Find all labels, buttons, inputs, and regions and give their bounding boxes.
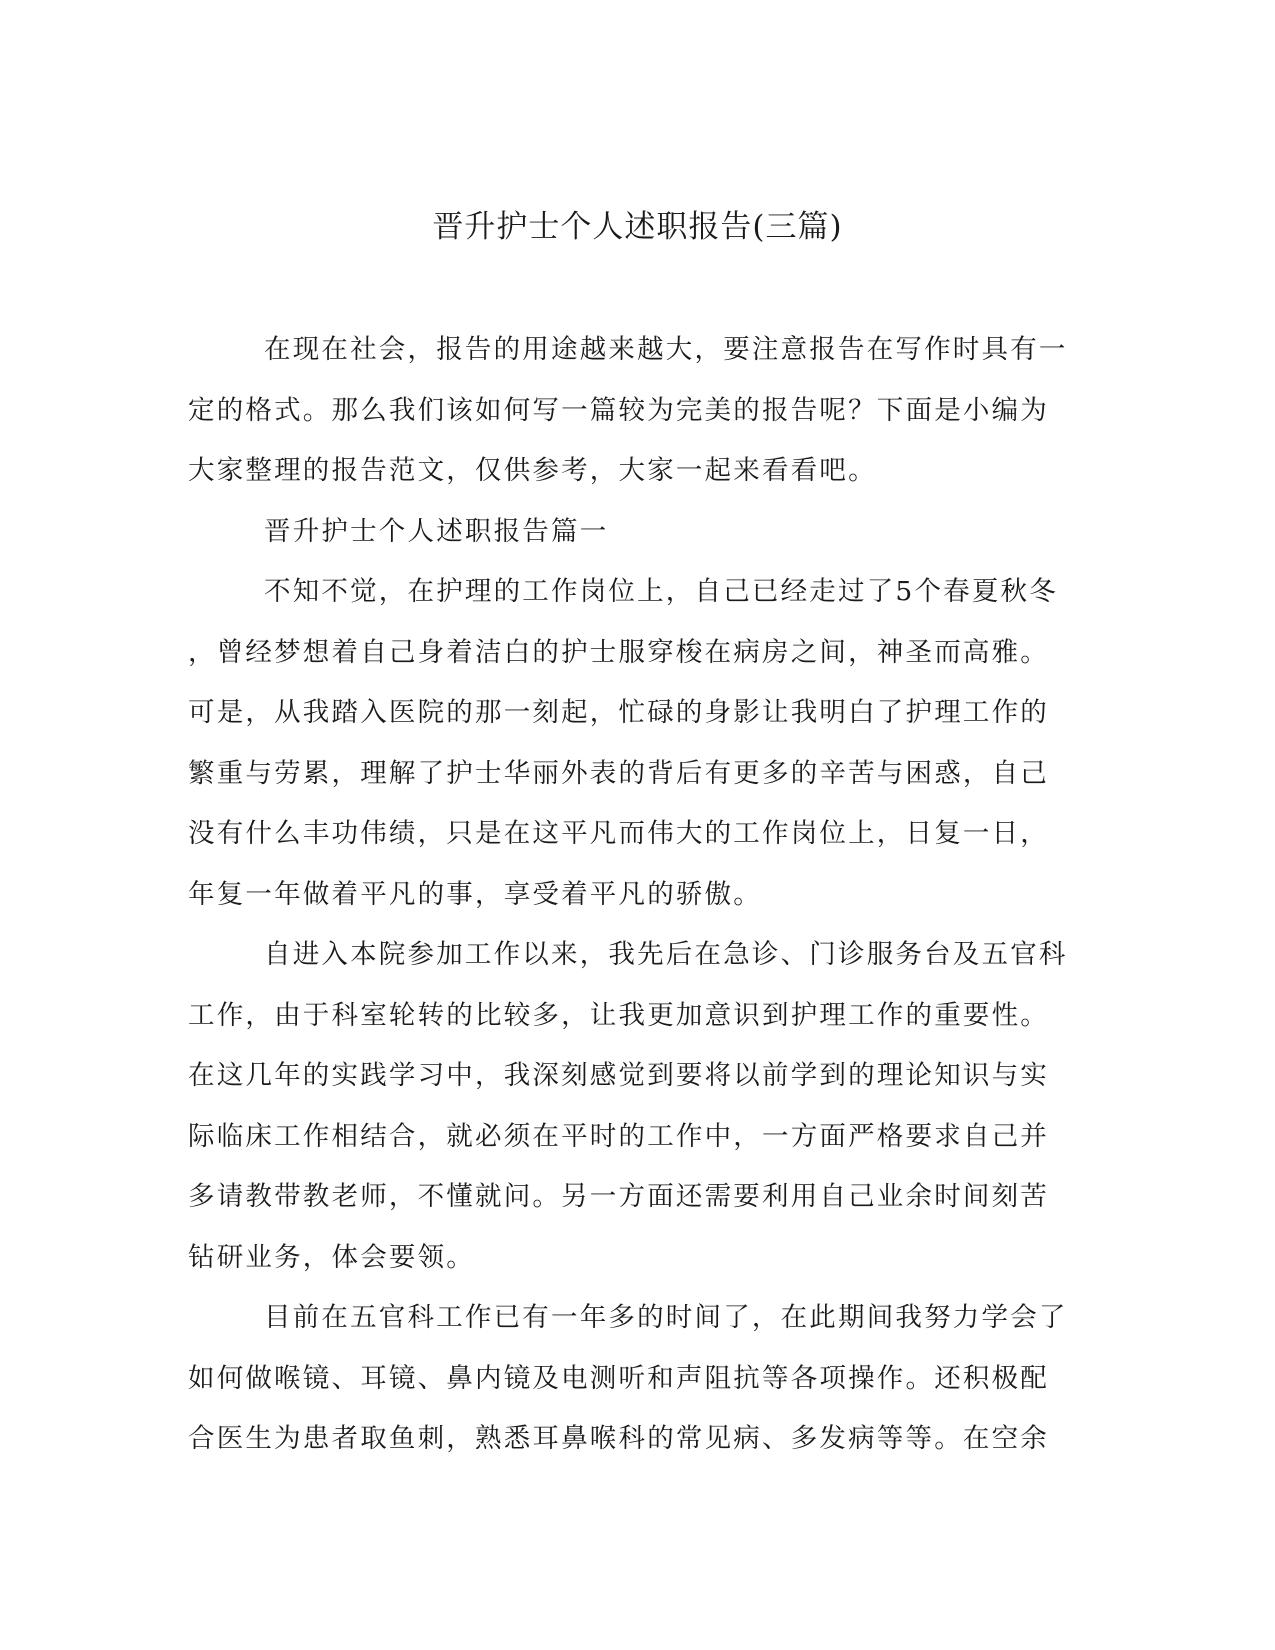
paragraph-line: 合医生为患者取鱼刺，熟悉耳鼻喉科的常见病、多发病等等。在空余 — [188, 1423, 1049, 1454]
section-heading: 晋升护士个人述职报告篇一 — [264, 515, 609, 547]
paragraph-line: ，曾经梦想着自己身着洁白的护士服穿梭在病房之间，神圣而高雅。 — [188, 636, 1049, 668]
paragraph-line: 工作，由于科室轮转的比较多，让我更加意识到护理工作的重要性。 — [188, 999, 1049, 1031]
document-body — [188, 320, 1068, 1470]
paragraph-line: 多请教带教老师，不懂就问。另一方面还需要利用自己业余时间刻苦 — [188, 1181, 1049, 1212]
paragraph-line: 不知不觉，在护理的工作岗位上，自己已经走过了5个春夏秋冬 — [264, 576, 1058, 607]
paragraph-line: 年复一年做着平凡的事，享受着平凡的骄傲。 — [188, 878, 762, 910]
paragraph-line: 定的格式。那么我们该如何写一篇较为完美的报告呢？下面是小编为 — [188, 394, 1049, 426]
paragraph-line: 大家整理的报告范文，仅供参考，大家一起来看看吧。 — [188, 455, 877, 486]
paragraph-line: 自进入本院参加工作以来，我先后在急诊、门诊服务台及五官科 — [264, 939, 1068, 970]
paragraph-line: 在现在社会，报告的用途越来越大，要注意报告在写作时具有一 — [264, 334, 1068, 365]
paragraph-line: 际临床工作相结合，就必须在平时的工作中，一方面严格要求自己并 — [188, 1120, 1049, 1152]
paragraph-line: 没有什么丰功伟绩，只是在这平凡而伟大的工作岗位上，日复一日， — [188, 818, 1049, 849]
paragraph-line: 可是，从我踏入医院的那一刻起，忙碌的身影让我明白了护理工作的 — [188, 697, 1049, 728]
paragraph-line: 在这几年的实践学习中，我深刻感觉到要将以前学到的理论知识与实 — [188, 1060, 1049, 1091]
paragraph-line: 繁重与劳累，理解了护士华丽外表的背后有更多的辛苦与困惑，自己 — [188, 757, 1049, 789]
paragraph-line: 目前在五官科工作已有一年多的时间了，在此期间我努力学会了 — [264, 1302, 1068, 1333]
paragraph-line: 钻研业务，体会要领。 — [188, 1241, 475, 1273]
document-title: 晋升护士个人述职报告(三篇) — [432, 209, 843, 245]
paragraph-line: 如何做喉镜、耳镜、鼻内镜及电测听和声阻抗等各项操作。还积极配 — [188, 1362, 1049, 1394]
